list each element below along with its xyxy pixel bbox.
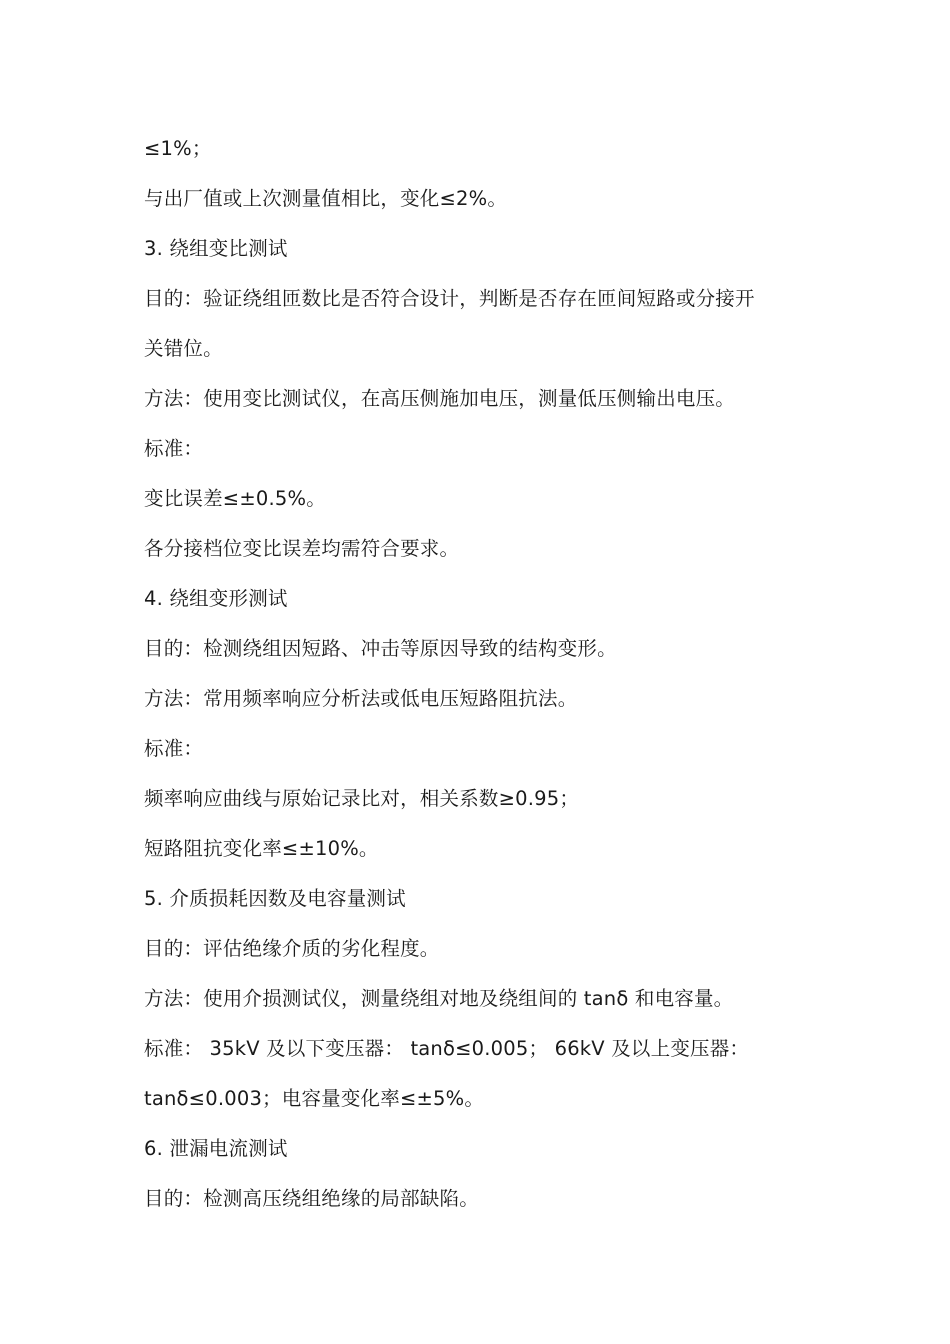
text-line: 目的：检测高压绕组绝缘的局部缺陷。 — [144, 1187, 479, 1210]
section-heading: 5. 介质损耗因数及电容量测试 — [144, 887, 406, 910]
text-line: 频率响应曲线与原始记录比对，相关系数≥0.95； — [144, 787, 580, 810]
text-line: 目的：验证绕组匝数比是否符合设计，判断是否存在匝间短路或分接开 — [144, 287, 755, 310]
text-line: 变比误差≤±0.5%。 — [144, 487, 326, 510]
text-line: 方法：常用频率响应分析法或低电压短路阻抗法。 — [144, 687, 578, 710]
text-line: 方法：使用介损测试仪，测量绕组对地及绕组间的 tanδ 和电容量。 — [144, 987, 734, 1010]
section-heading: 3. 绕组变比测试 — [144, 237, 288, 260]
section-heading: 4. 绕组变形测试 — [144, 587, 288, 610]
text-line: 关错位。 — [144, 337, 223, 360]
text-line: 各分接档位变比误差均需符合要求。 — [144, 537, 460, 560]
text-line: 标准： 35kV 及以下变压器： tanδ≤0.005； 66kV 及以上变压器： — [144, 1037, 750, 1060]
section-heading: 6. 泄漏电流测试 — [144, 1137, 288, 1160]
text-line: 方法：使用变比测试仪，在高压侧施加电压，测量低压侧输出电压。 — [144, 387, 736, 410]
text-line: 标准： — [144, 437, 204, 460]
text-line: tanδ≤0.003；电容量变化率≤±5%。 — [144, 1087, 485, 1110]
text-line: 短路阻抗变化率≤±10%。 — [144, 837, 379, 860]
text-line: 目的：检测绕组因短路、冲击等原因导致的结构变形。 — [144, 637, 617, 660]
document-body — [144, 124, 824, 1224]
text-line: 标准： — [144, 737, 204, 760]
text-line: 与出厂值或上次测量值相比，变化≤2%。 — [144, 187, 508, 210]
text-line: 目的：评估绝缘介质的劣化程度。 — [144, 937, 440, 960]
text-line: ≤1%； — [144, 137, 212, 160]
